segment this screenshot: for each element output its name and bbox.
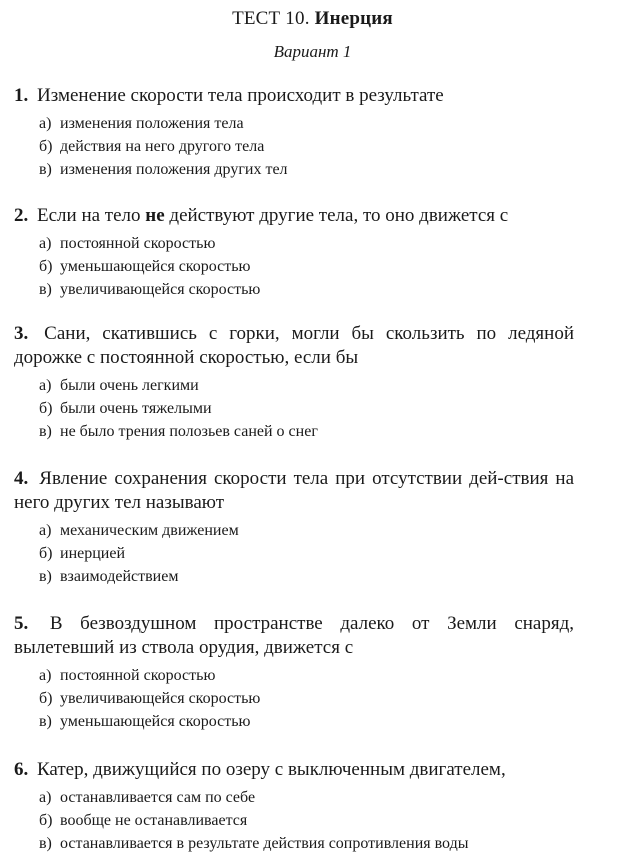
question-2 [14,204,574,301]
option-a [39,112,574,135]
question-text: Явление сохранения скорости тела при отсутствии дей-ствия на него других тел называют [14,468,574,513]
option-letter: а) [39,522,52,539]
option-b [39,397,574,420]
option-a [39,374,574,397]
page-title [0,8,625,30]
option-text: взаимодействием [60,568,179,585]
option-c [39,832,574,855]
option-text: уменьшающейся скоростью [60,713,251,730]
question-number: 3. [14,323,29,344]
option-b [39,255,574,278]
option-text: уменьшающейся скоростью [60,258,251,275]
question-number: 6. [14,759,29,780]
option-letter: б) [39,138,53,155]
question-text-bold: не [145,205,165,226]
question-5 [14,612,574,733]
option-letter: в) [39,568,52,585]
option-a [39,519,574,542]
option-letter: б) [39,545,53,562]
options-list [14,786,574,855]
question-text: Катер, движущийся по озеру с выключенным двигателем, [37,759,506,780]
options-list [14,112,574,181]
options-list [14,374,574,443]
option-text: были очень тяжелыми [60,400,212,417]
option-a [39,232,574,255]
option-b [39,809,574,832]
question-1 [14,84,574,181]
option-text: инерцией [60,545,126,562]
option-letter: в) [39,423,52,440]
option-letter: а) [39,377,52,394]
option-text: останавливается в результате действия сопротивления воды [60,835,469,852]
option-letter: в) [39,835,52,852]
option-text: действия на него другого тела [60,138,265,155]
question-number: 4. [14,468,29,489]
question-number: 5. [14,613,29,634]
option-text: постоянной скоростью [60,235,216,252]
test-topic: Инерция [314,8,393,29]
option-c [39,278,574,301]
option-letter: а) [39,115,52,132]
option-text: изменения положения тела [60,115,244,132]
variant-label: Вариант 1 [273,42,352,61]
options-list [14,232,574,301]
option-text: увеличивающейся скоростью [60,690,261,707]
question-text: Изменение скорости тела происходит в результате [37,85,444,106]
question-number: 1. [14,85,29,106]
option-letter: б) [39,812,53,829]
option-text: увеличивающейся скоростью [60,281,261,298]
option-text: были очень легкими [60,377,199,394]
question-text: В безвоздушном пространстве далеко от Земли снаряд, вылетевший из ствола орудия, движется с [14,613,575,658]
option-letter: а) [39,789,52,806]
option-a [39,664,574,687]
question-text-after: действуют другие тела, то оно движется с [169,205,509,226]
option-letter: в) [39,713,52,730]
option-text: изменения положения других тел [60,161,288,178]
question-text-before: Если на тело [37,205,141,226]
option-letter: в) [39,161,52,178]
option-b [39,687,574,710]
option-letter: а) [39,667,52,684]
question-4 [14,467,574,588]
option-a [39,786,574,809]
question-3 [14,322,574,443]
option-text: не было трения полозьев саней о снег [60,423,318,440]
option-c [39,420,574,443]
option-text: вообще не останавливается [60,812,248,829]
option-text: останавливается сам по себе [60,789,256,806]
question-6 [14,758,574,855]
option-text: механическим движением [60,522,239,539]
option-c [39,710,574,733]
option-letter: в) [39,281,52,298]
question-text: Сани, скатившись с горки, могли бы скользить по ледяной дорожке с постоянной скоростью, если бы [14,323,575,368]
option-letter: б) [39,400,53,417]
question-number: 2. [14,205,29,226]
option-text: постоянной скоростью [60,667,216,684]
options-list [14,519,574,588]
option-letter: а) [39,235,52,252]
option-c [39,158,574,181]
option-letter: б) [39,258,53,275]
option-c [39,565,574,588]
option-b [39,135,574,158]
test-number: ТЕСТ 10. [232,8,310,29]
option-letter: б) [39,690,53,707]
option-b [39,542,574,565]
options-list [14,664,574,733]
